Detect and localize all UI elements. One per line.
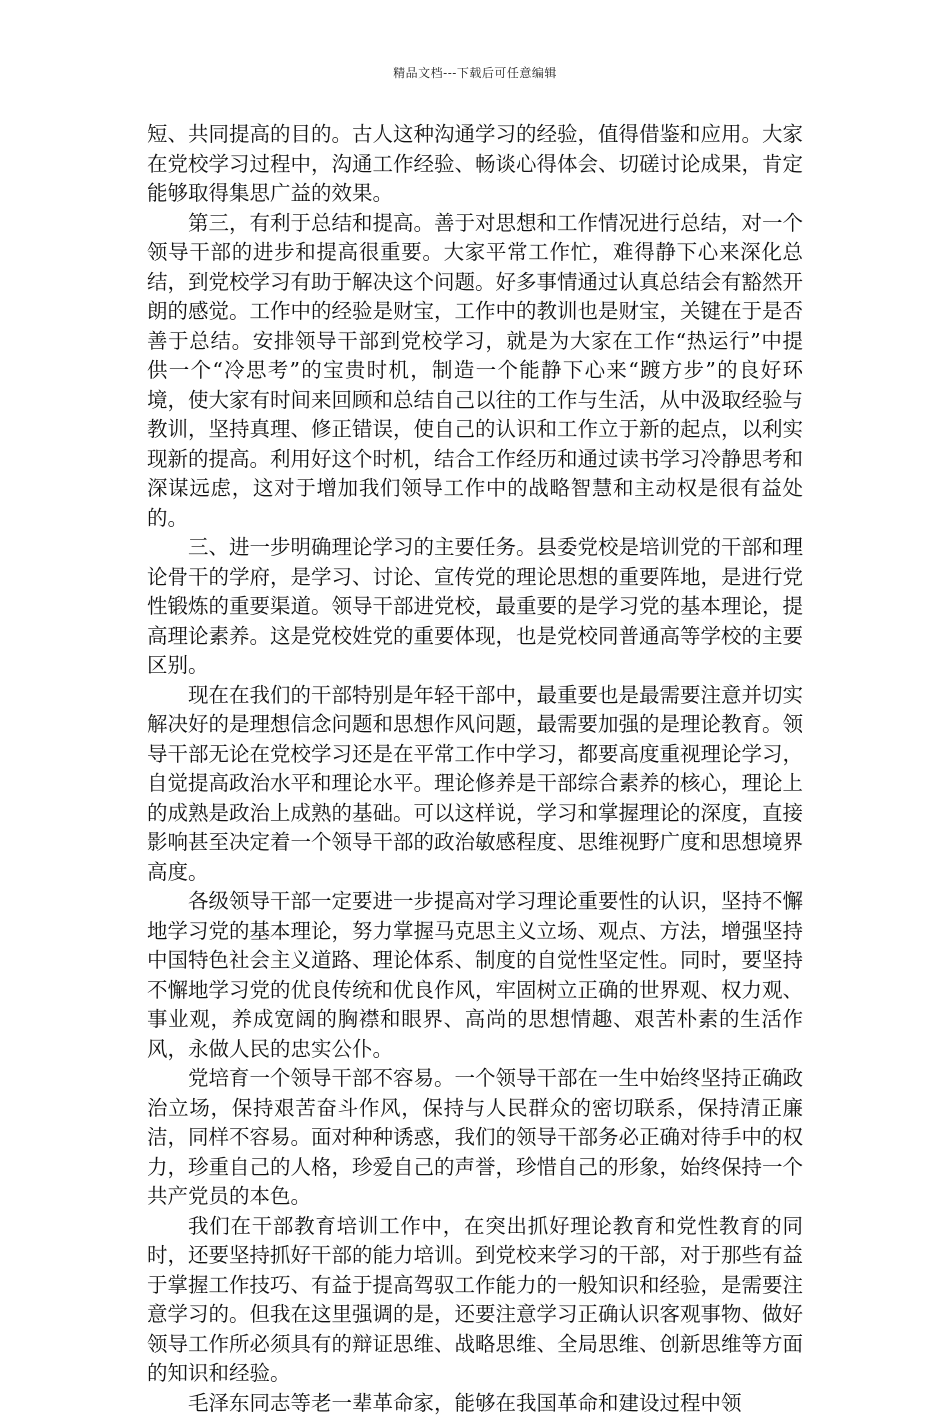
paragraph-3: 三、进一步明确理论学习的主要任务。县委党校是培训党的干部和理论骨干的学府，是学习、讨论、宣传党的理论思想的重要阵地，是进行党性锻炼的重要渠道。领导干部进党校，最重要的是学习党的基本理论，提高理论素养。这是党校姓党的重要体现，也是党校同普通高等学校的主要区别。	[147, 533, 803, 681]
paragraph-2: 第三，有利于总结和提高。善于对思想和工作情况进行总结，对一个领导干部的进步和提高很重要。大家平常工作忙，难得静下心来深化总结，到党校学习有助于解决这个问题。好多事情通过认真总结会有豁然开朗的感觉。工作中的经验是财宝，工作中的教训也是财宝，关键在于是否善于总结。安排领导干部到党校学习，就是为大家在工作“热运行”中提供一个“冷思考”的宝贵时机，制造一个能静下心来“踱方步”的良好环境，使大家有时间来回顾和总结自己以往的工作与生活，从中汲取经验与教训，坚持真理、修正错误，使自己的认识和工作立于新的起点，以利实现新的提高。利用好这个时机，结合工作经历和通过读书学习冷静思考和深谋远虑，这对于增加我们领导工作中的战略智慧和主动权是很有益处的。	[147, 209, 803, 534]
page-header: 精品文档---下载后可任意编辑	[0, 64, 950, 81]
paragraph-4: 现在在我们的干部特别是年轻干部中，最重要也是最需要注意并切实解决好的是理想信念问题和思想作风问题，最需要加强的是理论教育。领导干部无论在党校学习还是在平常工作中学习，都要高度重视理论学习，自觉提高政治水平和理论水平。理论修养是干部综合素养的核心，理论上的成熟是政治上成熟的基础。可以这样说，学习和掌握理论的深度，直接影响甚至决定着一个领导干部的政治敏感程度、思维视野广度和思想境界高度。	[147, 681, 803, 888]
paragraph-1: 短、共同提高的目的。古人这种沟通学习的经验，值得借鉴和应用。大家在党校学习过程中，沟通工作经验、畅谈心得体会、切磋讨论成果，肯定能够取得集思广益的效果。	[147, 120, 803, 209]
paragraph-5: 各级领导干部一定要进一步提高对学习理论重要性的认识，坚持不懈地学习党的基本理论，努力掌握马克思主义立场、观点、方法，增强坚持中国特色社会主义道路、理论体系、制度的自觉性坚定性。同时，要坚持不懈地学习党的优良传统和优良作风，牢固树立正确的世界观、权力观、事业观，养成宽阔的胸襟和眼界、高尚的思想情趣、艰苦朴素的生活作风，永做人民的忠实公仆。	[147, 887, 803, 1064]
paragraph-6: 党培育一个领导干部不容易。一个领导干部在一生中始终坚持正确政治立场，保持艰苦奋斗作风，保持与人民群众的密切联系，保持清正廉洁，同样不容易。面对种种诱惑，我们的领导干部务必正确对待手中的权力，珍重自己的人格，珍爱自己的声誉，珍惜自己的形象，始终保持一个共产党员的本色。	[147, 1064, 803, 1212]
body-text	[147, 120, 803, 1418]
paragraph-7: 我们在干部教育培训工作中，在突出抓好理论教育和党性教育的同时，还要坚持抓好干部的能力培训。到党校来学习的干部，对于那些有益于掌握工作技巧、有益于提高驾驭工作能力的一般知识和经验，是需要注意学习的。但我在这里强调的是，还要注意学习正确认识客观事物、做好领导工作所必须具有的辩证思维、战略思维、全局思维、创新思维等方面的知识和经验。	[147, 1212, 803, 1389]
paragraph-8: 毛泽东同志等老一辈革命家，能够在我国革命和建设过程中领	[147, 1389, 803, 1418]
